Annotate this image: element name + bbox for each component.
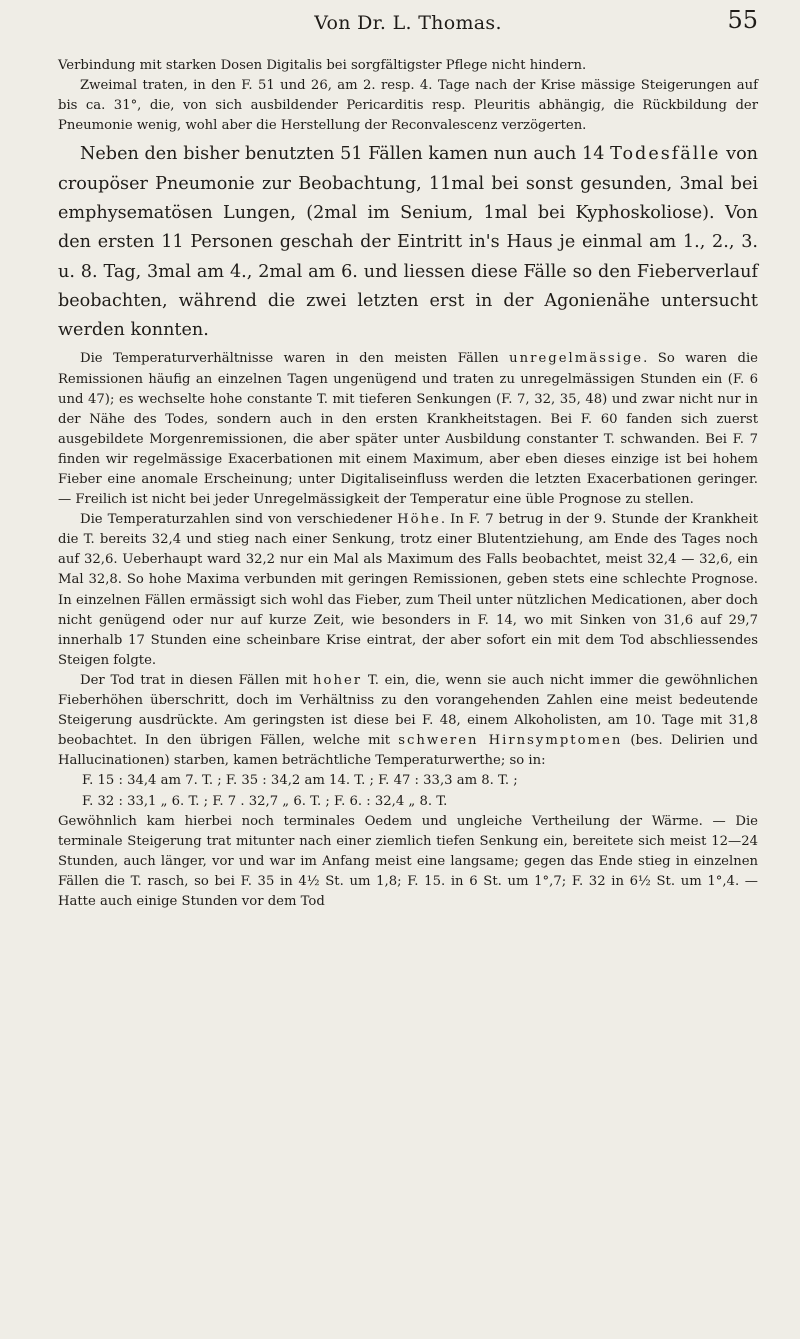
paragraph-temperaturverhaeltnisse: Die Temperaturverhältnisse waren in den meisten Fällen unregelmässige. So waren die Remissionen häufig an einzelnen Tagen ungenügend und traten zu unregelmässigen Stunden ein (F. 6 und 47); es wechselte hohe constante T. mit tieferen Senkungen (F. 7, 32, 35, 48) und zwar nicht nur in der Nähe des Todes, sondern auch in den ersten Krankheitstagen. Bei F. 60 fanden sich zuerst ausgebildete Morgenremissionen, die aber später unter Ausbildung constanter T. schwanden. Bei F. 7 finden wir regelmässige Exacerbationen mit einem Maximum, aber eben dieses einzige ist bei hohem Fieber eine anomale Erscheinung; unter Digitaliseinfluss werden die letzten Exacerbationen geringer. — Freilich ist nicht bei jeder Unregelmässigkeit der Temperatur eine üble Prognose zu stellen.	[58, 351, 758, 508]
paragraph-tod: Der Tod trat in diesen Fällen mit hoher T. ein, die, wenn sie auch nicht immer die gewöhnlichen Fieberhöhen überschritt, doch im Verhältniss zu den vorangehenden Zahlen eine meist bedeutende Steigerung ausdrückte. Am geringsten ist diese bei F. 48, einem Alkoholisten, am 10. Tage mit 31,8 beobachtet. In den übrigen Fällen, welche mit schweren Hirnsymptomen (bes. Delirien und Hallucinationen) starben, kamen beträchtliche Temperaturwerthe; so in:	[58, 672, 758, 769]
paragraph-pericarditis: Zweimal traten, in den F. 51 und 26, am 2. resp. 4. Tage nach der Krise mässige Steigerungen auf bis ca. 31°, die, von sich ausbildender Pericarditis resp. Pleuritis abhängig, die Rückbildung der Pneumonie wenig, wohl aber die Herstellung der Reconvalescenz verzögerten.	[58, 78, 758, 134]
emphasis-hoher: hoher	[313, 672, 363, 688]
paragraph-continuation: Verbindung mit starken Dosen Digitalis bei sorgfältigster Pflege nicht hindern.	[58, 58, 587, 73]
page-header	[58, 0, 758, 56]
detail-block	[58, 349, 758, 912]
paragraph-todesfaelle: Neben den bisher benutzten 51 Fällen kamen nun auch 14 Todesfälle von croupöser Pneumonie zur Beobachtung, 11mal bei sonst gesunden, 3mal bei emphysematösen Lungen, (2mal im Senium, 1mal bei Kyphoskoliose). Von den ersten 11 Personen geschah der Eintritt in's Haus je einmal am 1., 2., 3. u. 8. Tag, 3mal am 4., 2mal am 6. und liessen diese Fälle so den Fieberverlauf beobachten, während die zwei letzten erst in der Agonienähe untersucht werden konnten.	[58, 144, 758, 341]
temperature-list	[82, 771, 758, 811]
intro-block	[58, 56, 758, 136]
emphasis-unregelmaessige: unregelmässige	[509, 351, 644, 367]
emphasis-hoehe: Höhe	[397, 512, 441, 528]
emphasis-todesfaelle: Todesfälle	[610, 144, 721, 165]
emphasis-hirnsymptome: schweren Hirnsymptomen	[398, 733, 623, 749]
book-page	[58, 0, 758, 1339]
main-block	[58, 140, 758, 345]
running-head: Von Dr. L. Thomas.	[314, 12, 502, 34]
temperature-line-1: F. 15 : 34,4 am 7. T. ; F. 35 : 34,2 am 14. T. ; F. 47 : 33,3 am 8. T. ;	[82, 773, 518, 789]
page-number: 55	[727, 6, 758, 34]
paragraph-temperaturzahlen: Die Temperaturzahlen sind von verschiedener Höhe. In F. 7 betrug in der 9. Stunde der Krankheit die T. bereits 32,4 und stieg nach einer Senkung, trotz einer Blutentziehung, am Ende des Tages noch auf 32,6. Ueberhaupt ward 32,2 nur ein Mal als Maximum des Falls beobachtet, meist 32,4 — 32,6, ein Mal 32,8. So hohe Maxima verbunden mit geringen Remissionen, geben stets eine schlechte Prognose. In einzelnen Fällen ermässigt sich wohl das Fieber, zum Theil unter nützlichen Medicationen, aber doch nicht genügend oder nur auf kurze Zeit, wie besonders in F. 14, wo mit Sinken von 31,6 auf 29,7 innerhalb 17 Stunden eine scheinbare Krise eintrat, der aber sofort ein mit dem Tod abschliessendes Steigen folgte.	[58, 512, 758, 668]
paragraph-oedem: Gewöhnlich kam hierbei noch terminales Oedem und ungleiche Vertheilung der Wärme. — Die terminale Steigerung trat mitunter nach einer ziemlich tiefen Senkung ein, bereitete sich meist 12—24 Stunden, auch länger, vor und war im Anfang meist eine langsame; gegen das Ende stieg in einzelnen Fällen die T. rasch, so bei F. 35 in 4½ St. um 1,8; F. 15. in 6 St. um 1°,7; F. 32 in 6½ St. um 1°,4. — Hatte auch einige Stunden vor dem Tod	[58, 813, 758, 909]
temperature-line-2: F. 32 : 33,1 „ 6. T. ; F. 7 . 32,7 „ 6. T. ; F. 6. : 32,4 „ 8. T.	[82, 793, 448, 809]
